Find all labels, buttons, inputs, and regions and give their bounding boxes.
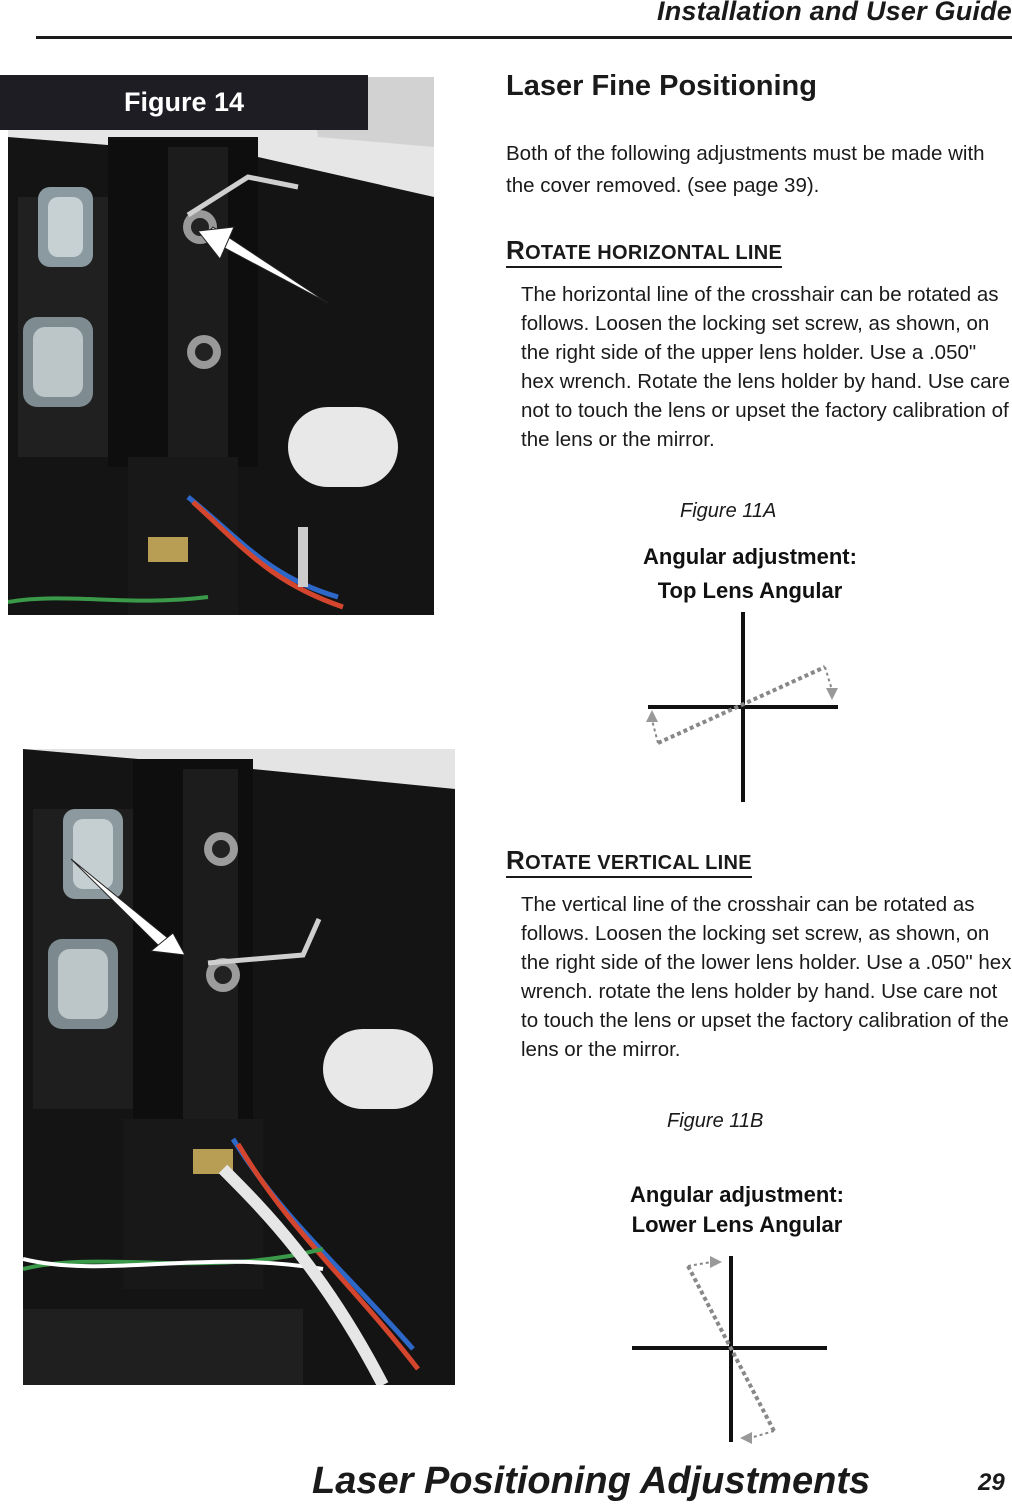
- diagram-lower-line2: Lower Lens Angular: [631, 1212, 843, 1237]
- diagram-top-lens-angular: [610, 540, 890, 805]
- intro-text: Both of the following adjustments must be made with the cover removed. (see page 39).: [506, 142, 985, 197]
- heading-rotate-vertical: ROTATE VERTICAL LINE: [506, 848, 752, 878]
- diagram-top-line2: Top Lens Angular: [657, 578, 843, 603]
- caption-figure-11a: Figure 11A: [680, 500, 777, 522]
- figure-badge: Figure 14: [0, 75, 368, 130]
- caption-figure-11b: Figure 11B: [667, 1110, 764, 1132]
- header-rule: [36, 36, 1012, 39]
- photo-lower-lens-holder: [23, 749, 455, 1385]
- header-title: Installation and User Guide: [657, 0, 1012, 26]
- diagram-lower-line1: Angular adjustment:: [630, 1182, 844, 1207]
- diagram-lower-lens-angular: [592, 1176, 882, 1446]
- footer-title: Laser Positioning Adjustments: [312, 1460, 871, 1502]
- page-number: 29: [978, 1469, 1005, 1496]
- section-title: Laser Fine Positioning: [506, 70, 817, 102]
- photo-upper-lens-holder: [8, 77, 434, 615]
- horizontal-instructions: The horizontal line of the crosshair can be rotated as follows. Loosen the locking set screw, as shown, on the right side of the upper lens holder. Use a .050" hex wrench. Rotate the lens holder by hand. Use care not to touch the lens or upset the factory calibration of the lens or the mirror.: [521, 283, 1010, 451]
- vertical-instructions: The vertical line of the crosshair can be rotated as follows. Loosen the locking set screw, as shown, on the right side of the lower lens holder. Use a .050" hex wrench. rotate the lens holder by hand. Use care not to touch the lens or upset the factory calibration of the lens or the mirror.: [521, 893, 1012, 1061]
- diagram-top-line1: Angular adjustment:: [643, 544, 857, 569]
- heading-rotate-horizontal: ROTATE HORIZONTAL LINE: [506, 238, 782, 268]
